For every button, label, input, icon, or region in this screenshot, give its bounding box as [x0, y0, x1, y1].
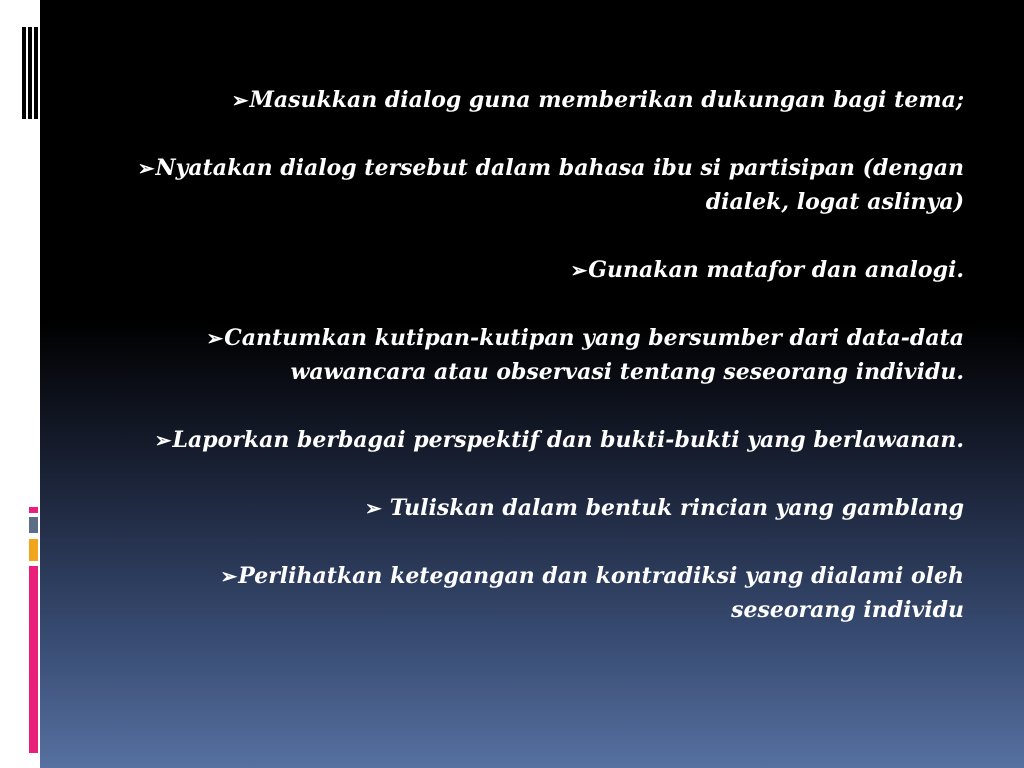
accent-pink-small	[29, 507, 38, 513]
arrow-bullet-icon: ➢	[570, 258, 588, 282]
bullet-list	[120, 83, 964, 661]
bullet-item	[120, 491, 964, 525]
bullet-text: Nyatakan dialog tersebut dalam bahasa ibu si partisipan (dengan dialek, logat aslinya)	[155, 155, 964, 215]
bullet-item	[120, 151, 964, 219]
bullet-text: Masukkan dialog guna memberikan dukungan bagi tema;	[249, 87, 964, 113]
bullet-item	[120, 83, 964, 117]
arrow-bullet-icon: ➢	[231, 88, 249, 112]
bar-1	[22, 27, 26, 119]
bar-3	[34, 27, 38, 119]
arrow-bullet-icon: ➢	[220, 564, 238, 588]
arrow-bullet-icon: ➢	[154, 428, 172, 452]
accent-orange	[29, 539, 38, 561]
bullet-item	[120, 321, 964, 389]
bullet-text: Laporkan berbagai perspektif dan bukti-bukti yang berlawanan.	[172, 427, 964, 453]
vertical-bars-icon	[22, 27, 38, 119]
bullet-text: Cantumkan kutipan-kutipan yang bersumber dari data-data wawancara atau observasi tentang seseorang individu.	[224, 325, 964, 385]
bullet-text: Tuliskan dalam bentuk rincian yang gamblang	[389, 495, 964, 521]
arrow-bullet-icon: ➢	[137, 156, 155, 180]
bullet-item	[120, 253, 964, 287]
bullet-text: Gunakan matafor dan analogi.	[588, 257, 964, 283]
bullet-item	[120, 423, 964, 457]
arrow-bullet-icon: ➢	[206, 326, 224, 350]
bar-2	[28, 27, 32, 119]
left-sidebar-strip	[0, 0, 40, 768]
accent-gray	[29, 517, 38, 533]
bullet-text: Perlihatkan ketegangan dan kontradiksi yang dialami oleh seseorang individu	[238, 563, 964, 623]
accent-pink-long	[29, 566, 38, 753]
bullet-item	[120, 559, 964, 627]
arrow-bullet-icon: ➢	[365, 496, 382, 520]
